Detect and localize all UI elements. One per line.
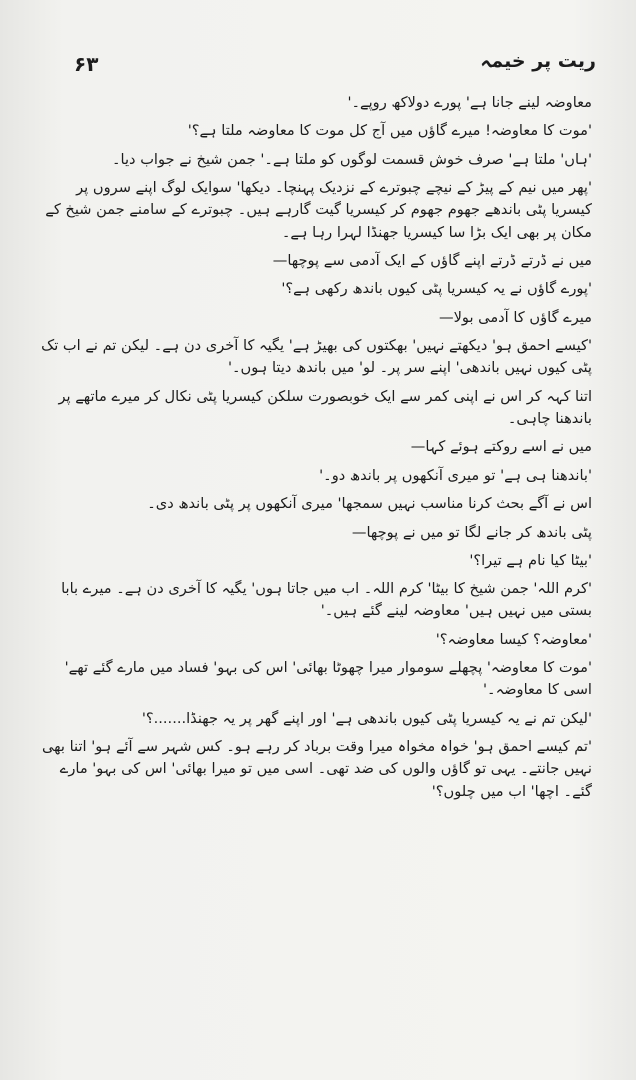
paragraph: 'باندھنا ہی ہے' تو میری آنکھوں پر باندھ دو۔' (319, 466, 592, 484)
paragraph: میں نے ڈرتے ڈرتے اپنے گاؤں کے ایک آدمی سے پوچھا— (272, 251, 592, 269)
running-title: ریت پر خیمہ (480, 50, 596, 72)
paragraph: 'بیٹا کیا نام ہے تیرا؟' (469, 551, 592, 569)
paragraph: پٹی باندھ کر جانے لگا تو میں نے پوچھا— (351, 523, 592, 541)
paragraph: 'کیسے احمق ہو' دیکھتے نہیں' بھکتوں کی بھیڑ ہے' یگیہ کا آخری دن ہے۔ لیکن تم نے اب تک پٹی کیوں نہیں باندھی' اپنے سر پر۔ لو' میں باندھ دیتا ہوں۔' (41, 337, 592, 377)
body-text (40, 92, 592, 809)
paragraph: اتنا کہہ کر اس نے اپنی کمر سے ایک خوبصورت سلکن کیسریا پٹی نکال کر میرے ماتھے پر باندھنا چاہی۔ (58, 387, 592, 427)
paragraph: 'لیکن تم نے یہ کیسریا پٹی کیوں باندھی ہے' اور اپنے گھر پر یہ جھنڈا.......؟' (141, 709, 592, 727)
paragraph: 'کرم اللہ' جمن شیخ کا بیٹا' کرم اللہ۔ اب میں جاتا ہوں' یگیہ کا آخری دن ہے۔ میرے بابا بستی میں نہیں ہیں' معاوضہ لینے گئے ہیں۔' (61, 580, 592, 620)
paragraph: 'ہاں' ملتا ہے' صرف خوش قسمت لوگوں کو ملتا ہے۔' جمن شیخ نے جواب دیا۔ (112, 150, 592, 168)
paragraph: معاوضہ لینے جانا ہے' پورے دولاکھ روپے۔' (347, 94, 592, 111)
paragraph: 'پھر میں نیم کے پیڑ کے نیچے چبوترے کے نزدیک پہنچا۔ دیکھا' سوایک لوگ اپنے سروں پر کیسریا پٹی باندھے جھوم جھوم کر کیسریا گیت گارہے ہیں۔ چبوترے کے سامنے جمن شیخ کے مکان پر بھی ایک بڑا سا کیسریا جھنڈا لہرا رہا ہے۔ (45, 179, 592, 241)
paragraph: 'موت کا معاوضہ! میرے گاؤں میں آج کل موت کا معاوضہ ملتا ہے؟' (187, 122, 592, 140)
paragraph: 'تم کیسے احمق ہو' خواہ مخواہ میرا وقت برباد کر رہے ہو۔ کس شہر سے آئے ہو' اتنا بھی نہیں جانتے۔ یہی تو گاؤں والوں کی ضد تھی۔ اسی میں تو میرا بھائی' اس کی بہو' مارے گئے۔ اچھا' اب میں چلوں؟' (42, 738, 592, 800)
paragraph: 'پورے گاؤں نے یہ کیسریا پٹی کیوں باندھ رکھی ہے؟' (281, 280, 592, 298)
page-number: ۶۳ (74, 52, 99, 76)
paragraph: اس نے آگے بحث کرنا مناسب نہیں سمجھا' میری آنکھوں پر پٹی باندھ دی۔ (147, 495, 592, 513)
paragraph: میرے گاؤں کا آدمی بولا— (439, 308, 592, 326)
page-header (56, 50, 596, 80)
paragraph: 'موت کا معاوضہ' پچھلے سوموار میرا چھوٹا بھائی' اس کی بہو' فساد میں مارے گئے تھے' اسی کا معاوضہ۔' (64, 659, 592, 699)
paragraph: میں نے اسے روکتے ہوئے کہا— (410, 438, 592, 456)
paragraph: 'معاوضہ؟ کیسا معاوضہ؟' (435, 630, 592, 648)
